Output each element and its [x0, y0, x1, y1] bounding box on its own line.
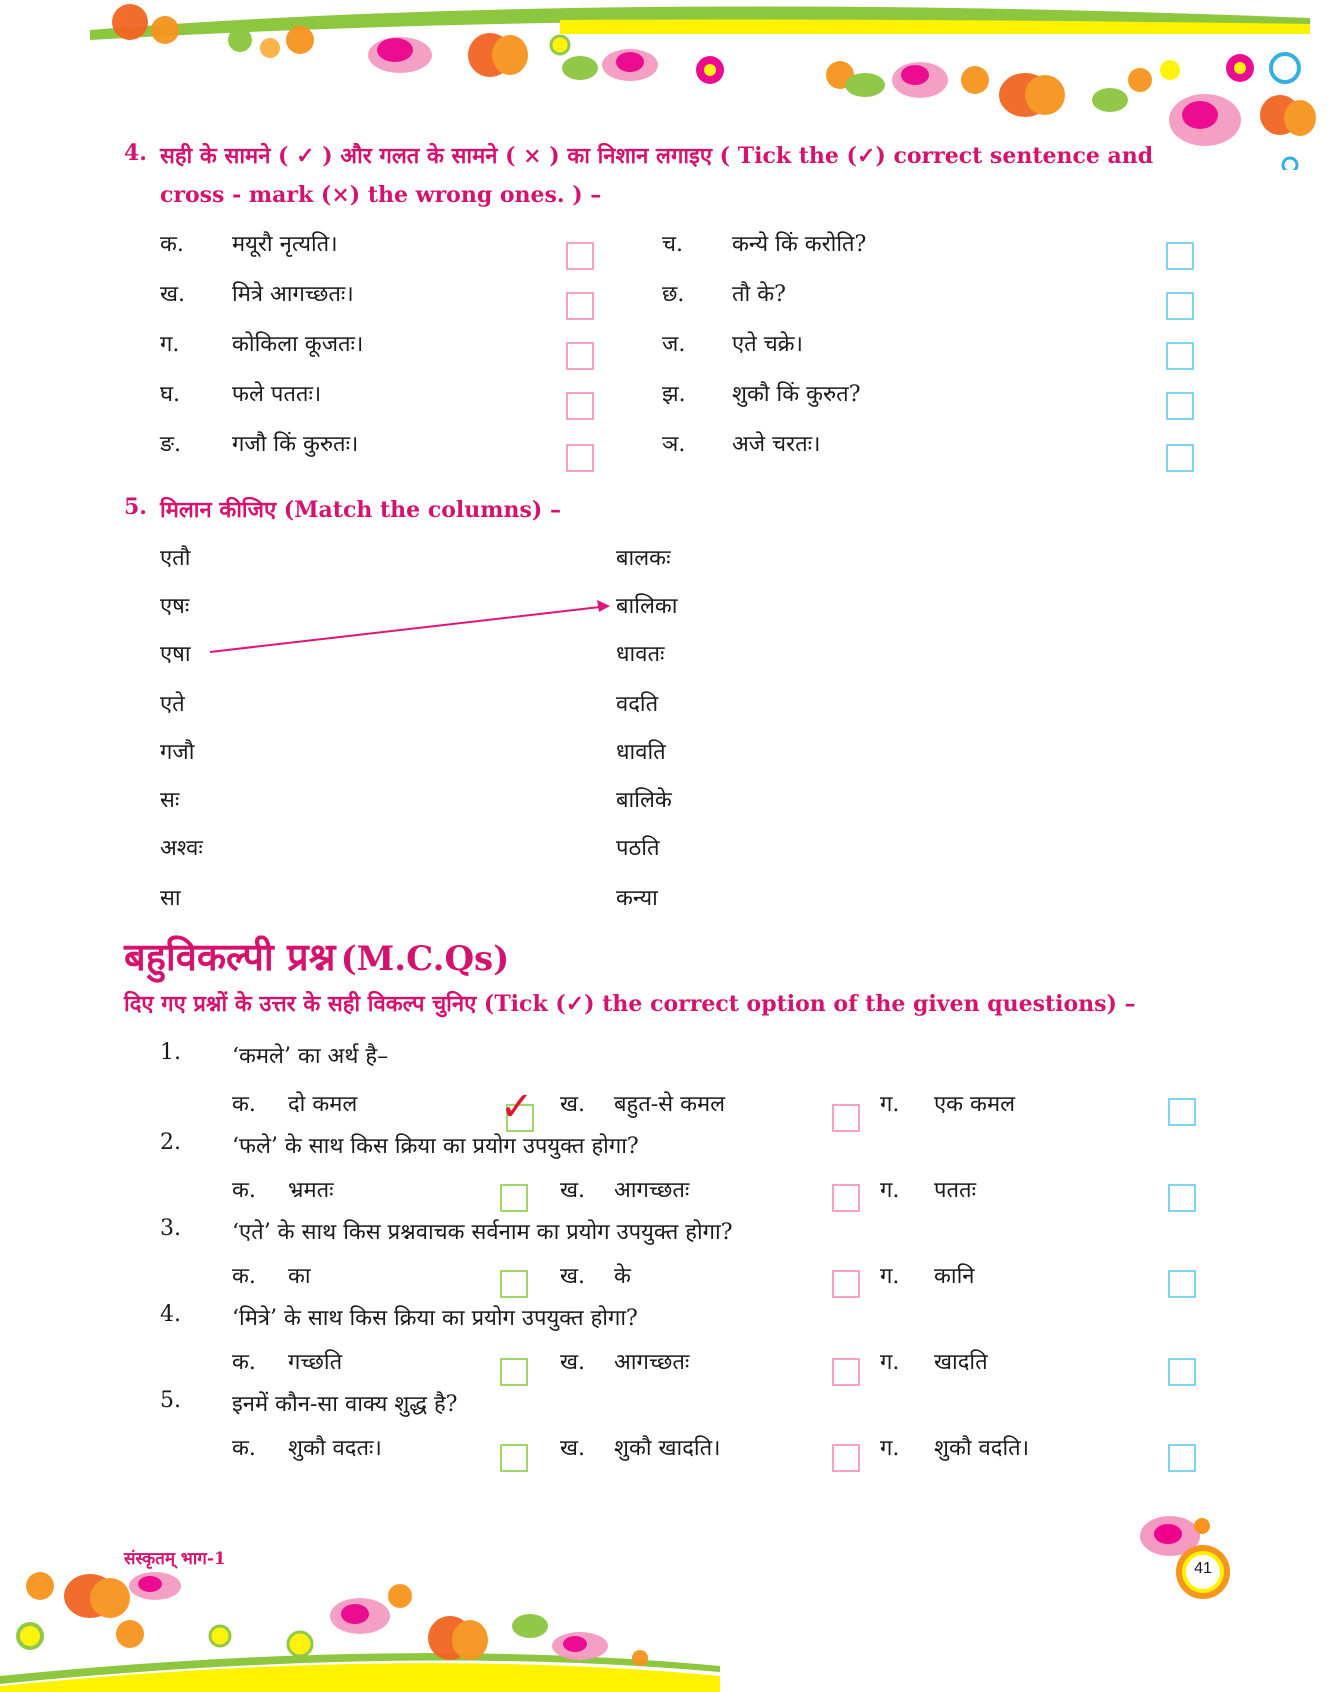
option-label: ग. — [880, 1436, 900, 1461]
option-checkbox[interactable] — [500, 1184, 528, 1212]
match-right-item[interactable]: पठति — [616, 836, 660, 861]
q4-left-text: फले पततः। — [232, 382, 322, 407]
option-checkbox[interactable] — [832, 1270, 860, 1298]
q4-right-label: च. — [662, 232, 683, 257]
q4-instruction-line2: cross - mark (×) the wrong ones. ) – — [160, 182, 602, 208]
option-checkbox[interactable] — [500, 1270, 528, 1298]
option-label: क. — [232, 1178, 256, 1203]
option-text: शुकौ वदतः। — [288, 1436, 382, 1461]
option-label: क. — [232, 1350, 256, 1375]
option-text: खादति — [934, 1350, 988, 1375]
mcq-question-number: 2. — [160, 1130, 181, 1155]
option-checkbox[interactable] — [832, 1444, 860, 1472]
option-label: ग. — [880, 1178, 900, 1203]
q4-right-text: एते चक्रे। — [732, 332, 803, 357]
q4-left-text: मयूरौ नृत्यति। — [232, 232, 338, 257]
mcq-question-number: 3. — [160, 1216, 181, 1241]
q4-left-label: ङ. — [160, 432, 182, 457]
q4-left-label: घ. — [160, 382, 180, 407]
q4-right-label: ज. — [662, 332, 686, 357]
match-right-item[interactable]: बालिके — [616, 788, 672, 813]
option-text: पततः — [934, 1178, 977, 1203]
option-text: शुकौ वदति। — [934, 1436, 1030, 1461]
option-checkbox[interactable] — [500, 1358, 528, 1386]
match-left-item[interactable]: अश्वः — [160, 836, 203, 861]
mcq-title-english: (M.C.Qs) — [340, 939, 510, 979]
match-left-item[interactable]: गजौ — [160, 740, 195, 765]
option-text: गच्छति — [288, 1350, 343, 1375]
page-number: 41 — [1194, 1560, 1212, 1577]
mcq-question-text: इनमें कौन-सा वाक्य शुद्ध है? — [232, 1392, 458, 1417]
q4-right-text: कन्ये किं करोति? — [732, 232, 867, 257]
q4-number: 4. — [124, 140, 147, 166]
mcq-question-text: ‘कमले’ का अर्थ है– — [232, 1044, 389, 1069]
option-label: ख. — [560, 1264, 585, 1289]
option-checkbox[interactable] — [1168, 1184, 1196, 1212]
match-left-item[interactable]: सा — [160, 886, 181, 911]
option-text: आगच्छतः — [614, 1178, 690, 1203]
mcq-question-text: ‘मित्रे’ के साथ किस क्रिया का प्रयोग उपयुक्त होगा? — [232, 1306, 638, 1331]
mcq-question-text: ‘एते’ के साथ किस प्रश्नवाचक सर्वनाम का प्रयोग उपयुक्त होगा? — [232, 1220, 733, 1245]
option-text: भ्रमतः — [288, 1178, 334, 1203]
q4-left-label: ख. — [160, 282, 185, 307]
option-checkbox[interactable] — [500, 1444, 528, 1472]
option-text: के — [614, 1264, 631, 1289]
option-checkbox[interactable] — [1168, 1444, 1196, 1472]
q4-instruction-line1: सही के सामने ( ✓ ) और गलत के सामने ( × ) का निशान लगाइए ( Tick the (✓) correct sentence and — [160, 143, 1154, 169]
bottom-floral-decoration — [0, 1566, 1332, 1692]
option-label: क. — [232, 1264, 256, 1289]
option-text: एक कमल — [934, 1092, 1016, 1117]
q4-left-label: ग. — [160, 332, 180, 357]
option-text: शुकौ खादति। — [614, 1436, 721, 1461]
option-label: ख. — [560, 1350, 585, 1375]
mcq-question-text: ‘फले’ के साथ किस क्रिया का प्रयोग उपयुक्त होगा? — [232, 1134, 639, 1159]
q4-right-label: छ. — [662, 282, 685, 307]
option-checkbox[interactable] — [832, 1104, 860, 1132]
option-checkbox[interactable] — [1168, 1358, 1196, 1386]
match-right-item[interactable]: बालिका — [616, 594, 678, 619]
option-text: का — [288, 1264, 311, 1289]
q4-left-text: मित्रे आगच्छतः। — [232, 282, 354, 307]
mcq-instruction: दिए गए प्रश्नों के उत्तर के सही विकल्प चुनिए (Tick (✓) the correct option of the given questions) – — [124, 991, 1136, 1017]
q4-right-text: तौ के? — [732, 282, 786, 307]
mcq-title-hindi: बहुविकल्पी प्रश्न — [124, 935, 336, 979]
q4-left-text: कोकिला कूजतः। — [232, 332, 364, 357]
option-label: ग. — [880, 1264, 900, 1289]
mcq-question-number: 5. — [160, 1388, 181, 1413]
q4-left-label: क. — [160, 232, 184, 257]
option-text: बहुत-से कमल — [614, 1092, 726, 1117]
match-left-item[interactable]: एतौ — [160, 546, 191, 571]
option-label: ग. — [880, 1092, 900, 1117]
q5-number: 5. — [124, 494, 147, 520]
mcq-question-number: 4. — [160, 1302, 181, 1327]
q5-title: मिलान कीजिए (Match the columns) – — [160, 497, 561, 523]
q4-left-text: गजौ किं कुरुतः। — [232, 432, 359, 457]
q4-right-text: अजे चरतः। — [732, 432, 821, 457]
option-checkbox[interactable] — [1168, 1098, 1196, 1126]
option-text: कानि — [934, 1264, 975, 1289]
match-right-item[interactable]: कन्या — [616, 886, 658, 911]
tick-mark-icon: ✓ — [500, 1084, 534, 1130]
mcq-title — [124, 930, 509, 982]
match-left-item[interactable]: एते — [160, 692, 185, 717]
match-right-item[interactable]: बालकः — [616, 546, 671, 571]
footer-book-title: संस्कृतम् भाग-1 — [124, 1549, 226, 1569]
option-text: आगच्छतः — [614, 1350, 690, 1375]
match-left-item[interactable]: सः — [160, 788, 180, 813]
option-label: क. — [232, 1092, 256, 1117]
option-label: क. — [232, 1436, 256, 1461]
option-checkbox[interactable] — [832, 1184, 860, 1212]
q4-right-label: ञ. — [662, 432, 686, 457]
option-checkbox[interactable] — [832, 1358, 860, 1386]
option-checkbox[interactable] — [1168, 1270, 1196, 1298]
option-label: ख. — [560, 1178, 585, 1203]
match-right-item[interactable]: धावति — [616, 740, 666, 765]
option-text: दो कमल — [288, 1092, 358, 1117]
option-label: ख. — [560, 1092, 585, 1117]
match-left-item[interactable]: एषा — [160, 642, 191, 667]
match-left-item[interactable]: एषः — [160, 594, 190, 619]
match-right-item[interactable]: धावतः — [616, 642, 665, 667]
option-label: ग. — [880, 1350, 900, 1375]
option-label: ख. — [560, 1436, 585, 1461]
match-right-item[interactable]: वदति — [616, 692, 659, 717]
mcq-question-number: 1. — [160, 1040, 181, 1065]
q4-right-text: शुकौ किं कुरुत? — [732, 382, 861, 407]
q4-right-label: झ. — [662, 382, 686, 407]
